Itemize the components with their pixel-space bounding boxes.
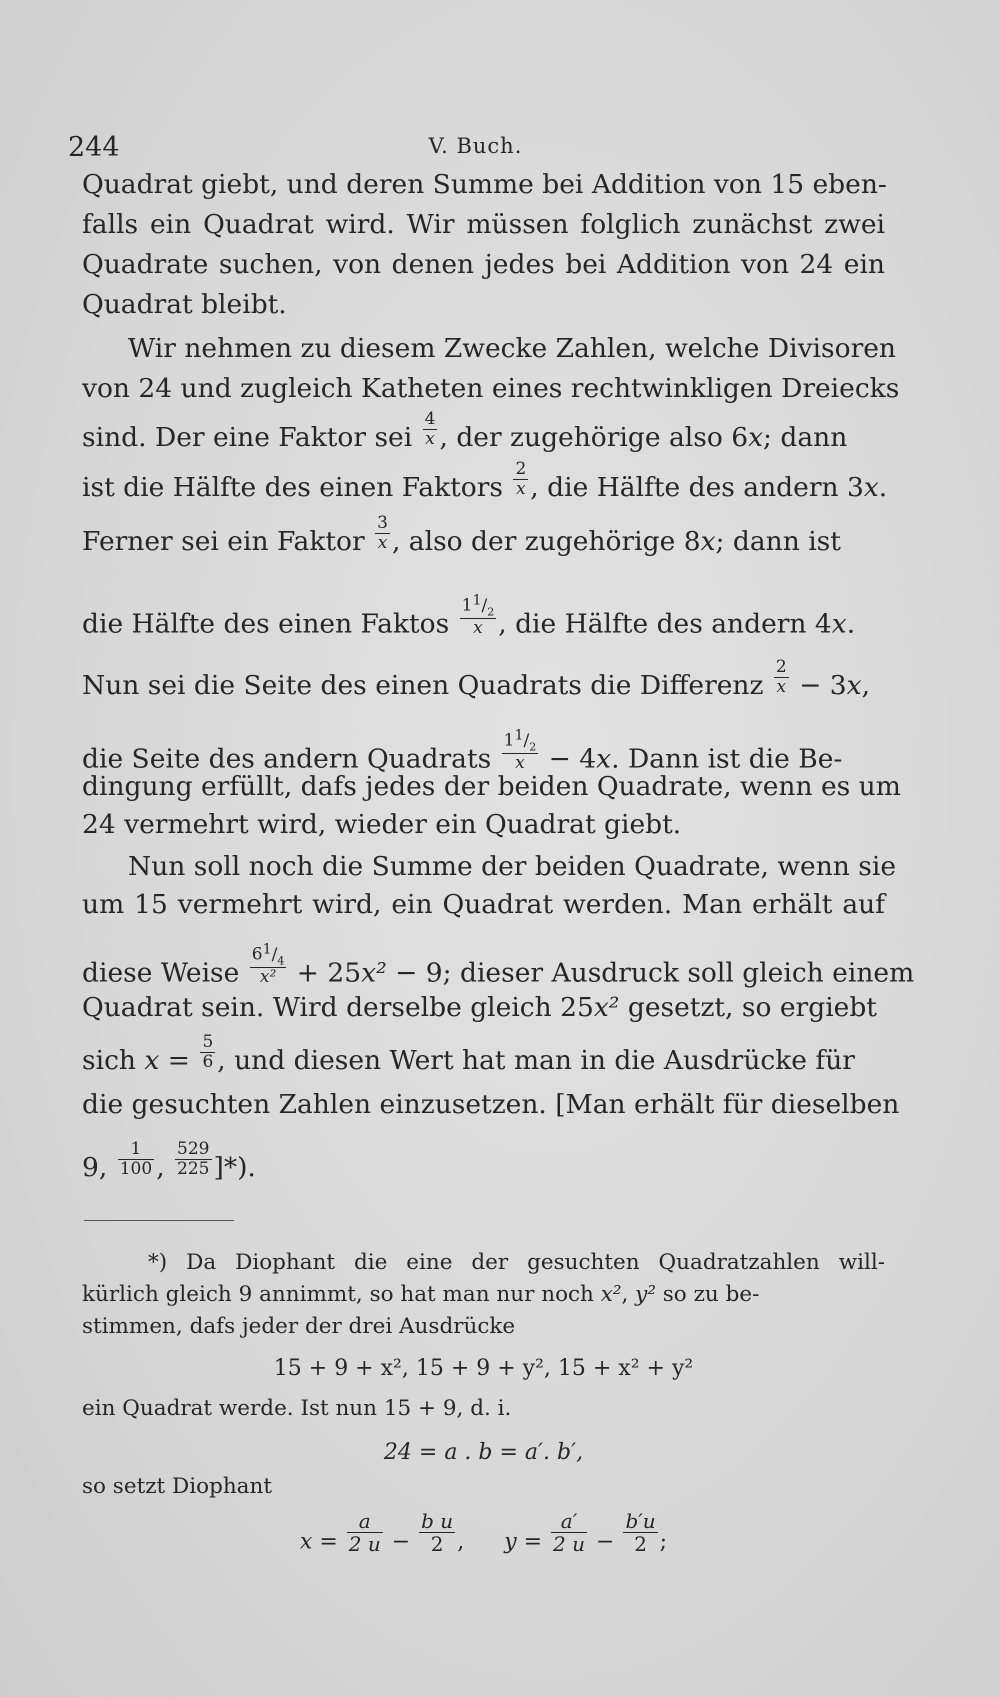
text-line: um 15 vermehrt wird, ein Quadrat werden. Man erhält auf	[82, 889, 885, 920]
fraction-529-over-225: $\frac{529}{225}$	[177, 1139, 210, 1179]
footnote-equation-xy: x = $\frac{a}{2 u}$ − $\frac{\text{b u}}{2}$ , y = $\frac{a'}{2 u}$ − $\frac{b'u}{2}$ ;	[299, 1509, 668, 1556]
text-line: Quadrate suchen, von denen jedes bei Addition von 24 ein	[82, 249, 885, 280]
text-line: die gesuchten Zahlen einzusetzen. [Man erhält für dieselben	[82, 1089, 900, 1120]
fraction-2-over-x: $\frac{2}{x}$	[775, 657, 787, 697]
fraction-bu-over-2: $\frac{\text{b u}}{2}$	[421, 1509, 454, 1556]
page-number: 244	[68, 132, 120, 163]
fraction-1-over-100: $\frac{1}{100}$	[119, 1139, 153, 1179]
text-line: 24 vermehrt wird, wieder ein Quadrat giebt.	[82, 809, 682, 840]
fraction-3-over-x: $\frac{3}{x}$	[377, 513, 388, 553]
text-line-with-fraction: die Hälfte des einen Faktos $\frac{1^1/_2}{x}$ , die Hälfte des andern 4x.	[82, 592, 856, 640]
text-line: Wir nehmen zu diesem Zwecke Zahlen, welche Divisoren	[128, 333, 896, 364]
fraction-aprime-over-2u: $\frac{a'}{2 u}$	[553, 1509, 586, 1556]
fraction-a-over-2u: $\frac{a}{2 u}$	[348, 1509, 381, 1556]
running-head: V. Buch.	[428, 134, 523, 158]
footnote-equation-expressions: 15 + 9 + x², 15 + 9 + y², 15 + x² + y²	[273, 1356, 694, 1381]
fraction-2-over-x: $\frac{2}{x}$	[515, 459, 527, 499]
page-header	[68, 132, 883, 172]
text-line: von 24 und zugleich Katheten eines rechtwinkligen Dreiecks	[82, 373, 900, 404]
text-span: sind. Der eine Faktor sei	[82, 422, 413, 454]
text-line: dingung erfüllt, dafs jedes der beiden Quadrate, wenn es um	[82, 771, 901, 802]
footnote-line: so setzt Diophant	[82, 1474, 272, 1499]
text-line-with-fraction: Nun sei die Seite des einen Quadrats die Differenz $\frac{2}{x}$ − 3x,	[82, 657, 871, 702]
fraction-4-over-x: $\frac{4}{x}$	[424, 409, 436, 449]
footnote-line: *) Da Diophant die eine der gesuchten Quadratzahlen will-	[148, 1250, 885, 1275]
footnote-line: kürlich gleich 9 annimmt, so hat man nur noch x², y² so zu be-	[82, 1282, 760, 1307]
text-line: Quadrat sein. Wird derselbe gleich 25x² gesetzt, so ergiebt	[82, 992, 877, 1023]
text-line-with-fraction: sich x = $\frac{5}{6}$ , und diesen Wert hat man in die Ausdrücke für	[82, 1032, 855, 1077]
footnote-line: ein Quadrat werde. Ist nun 15 + 9, d. i.	[82, 1396, 512, 1421]
text-line-with-fraction: ist die Hälfte des einen Faktors $\frac{2}{x}$ , die Hälfte des andern 3x.	[82, 459, 888, 504]
text-line-with-fraction: die Seite des andern Quadrats $\frac{1^1/_2}{x}$ − 4x. Dann ist die Be-	[82, 727, 843, 775]
text-line: Quadrat giebt, und deren Summe bei Addition von 15 eben-	[82, 169, 887, 200]
text-line-with-fraction: Ferner sei ein Faktor $\frac{3}{x}$ , also der zugehörige 8x; dann ist	[82, 513, 841, 558]
text-line: Nun soll noch die Summe der beiden Quadrate, wenn sie	[128, 851, 897, 882]
fraction-6quarter-over-x2: $\frac{6^1/_4}{\text{x²}}$	[251, 941, 285, 988]
footnote-equation-factors: 24 = a . b = a′. b′,	[383, 1440, 584, 1465]
fraction-1half-over-x: $\frac{1^1/_2}{x}$	[461, 592, 495, 639]
text-line-with-fraction: diese Weise $\frac{6^1/_4}{\text{x²}}$ + 25x² − 9; dieser Ausdruck soll gleich einem	[82, 941, 915, 989]
text-line: Quadrat bleibt.	[82, 289, 287, 320]
text-line: falls ein Quadrat wird. Wir müssen folglich zunächst zwei	[82, 209, 885, 240]
text-line-with-fraction: 9, $\frac{1}{100}$ , $\frac{529}{225}$ ]*).	[82, 1139, 256, 1184]
fraction-5-over-6: $\frac{5}{6}$	[202, 1032, 214, 1072]
footnote-line: stimmen, dafs jeder der drei Ausdrücke	[82, 1314, 516, 1339]
footnote-rule	[84, 1220, 234, 1221]
text-line-with-fraction: sind. Der eine Faktor sei $\frac{4}{x}$ , der zugehörige also 6x; dann	[82, 409, 848, 454]
fraction-bprimeu-over-2: $\frac{b'u}{2}$	[625, 1509, 656, 1556]
fraction-1half-over-x: $\frac{1^1/_2}{x}$	[503, 727, 537, 774]
